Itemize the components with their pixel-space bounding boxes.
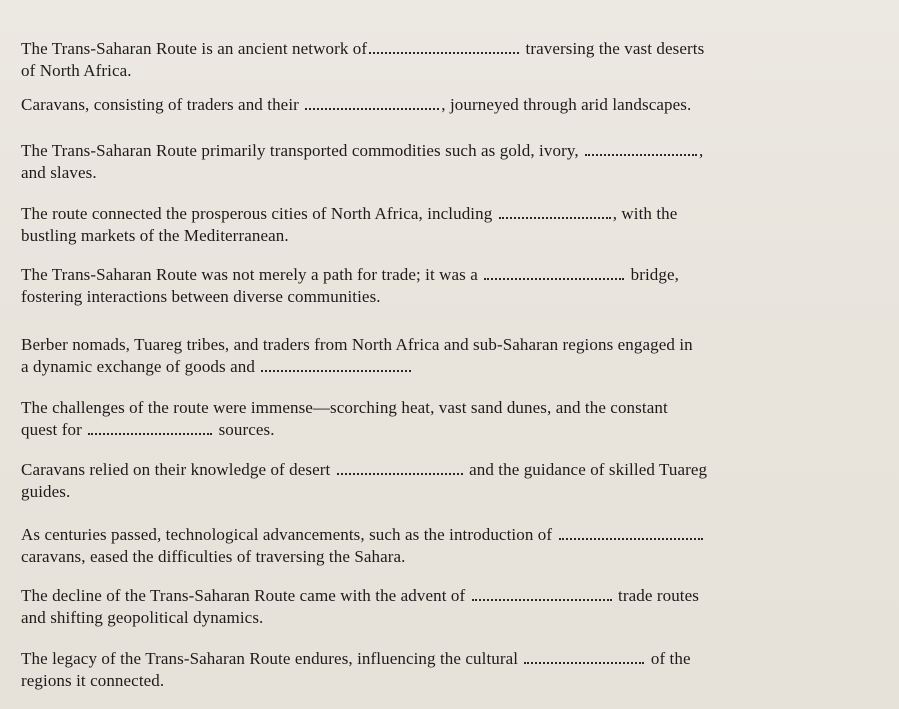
sentence-text: quest for [21, 420, 82, 439]
item-line: The challenges of the route were immense—scorching heat, vast sand dunes, and the constant [21, 398, 668, 417]
fill-in-item-7 [21, 397, 881, 441]
item-line: regions it connected. [21, 671, 165, 690]
item-line: bustling markets of the Mediterranean. [21, 226, 289, 245]
item-line: and shifting geopolitical dynamics. [21, 608, 264, 627]
item-line [21, 524, 881, 546]
item-line [21, 356, 881, 378]
item-line: Caravans, consisting of traders and their , journeyed through arid landscapes. [21, 95, 692, 114]
sentence-text: and the guidance of skilled Tuareg [469, 460, 708, 479]
fill-in-item-2 [21, 94, 881, 116]
sentence-text: sources. [218, 420, 275, 439]
answer-blank [484, 270, 624, 280]
item-line: guides. [21, 482, 71, 501]
sentence-text: Caravans relied on their knowledge of desert [21, 460, 331, 479]
item-line: and slaves. [21, 163, 97, 182]
sentence-text: a dynamic exchange of goods and [21, 357, 255, 376]
fill-in-item-1 [21, 38, 881, 82]
fill-in-item-9 [21, 524, 881, 568]
fill-in-item-10 [21, 585, 881, 629]
sentence-text: The decline of the Trans-Saharan Route came with the advent of [21, 586, 466, 605]
sentence-text: The Trans-Saharan Route was not merely a path for trade; it was a [21, 265, 478, 284]
item-line: fostering interactions between diverse communities. [21, 287, 381, 306]
sentence-text: The route connected the prosperous cities of North Africa, including [21, 204, 493, 223]
answer-blank [559, 530, 703, 540]
sentence-text: As centuries passed, technological advancements, such as the introduction of [21, 525, 553, 544]
fill-in-item-5 [21, 264, 881, 308]
sentence-text: trade routes [618, 586, 699, 605]
item-line [21, 459, 881, 481]
fill-in-item-6 [21, 334, 881, 378]
sentence-text: The Trans-Saharan Route is an ancient network of [21, 39, 368, 58]
answer-blank [88, 425, 212, 435]
fill-in-item-11 [21, 648, 881, 692]
item-line [21, 585, 881, 607]
item-line: The route connected the prosperous cities of North Africa, including , with the [21, 204, 678, 223]
answer-blank [305, 100, 439, 110]
sentence-text: The Trans-Saharan Route primarily transported commodities such as gold, ivory, [21, 141, 579, 160]
item-line: of North Africa. [21, 61, 132, 80]
answer-blank [585, 146, 697, 156]
item-line: caravans, eased the difficulties of traversing the Sahara. [21, 547, 406, 566]
sentence-text: journeyed through arid landscapes. [449, 95, 692, 114]
item-line [21, 38, 881, 60]
answer-blank [261, 362, 411, 372]
item-line: The Trans-Saharan Route primarily transported commodities such as gold, ivory, , [21, 141, 704, 160]
sentence-text: bridge, [630, 265, 679, 284]
answer-blank [472, 591, 612, 601]
item-line [21, 419, 881, 441]
sentence-text: traversing the vast deserts [525, 39, 705, 58]
sentence-text: The legacy of the Trans-Saharan Route endures, influencing the cultural [21, 649, 519, 668]
answer-blank [337, 465, 463, 475]
sentence-text: Caravans, consisting of traders and their [21, 95, 299, 114]
fill-in-item-4 [21, 203, 881, 247]
item-line: Berber nomads, Tuareg tribes, and traders from North Africa and sub-Saharan regions engaged in [21, 335, 693, 354]
item-line [21, 648, 881, 670]
sentence-text: of the [650, 649, 691, 668]
answer-blank [369, 44, 519, 54]
fill-in-item-8 [21, 459, 881, 503]
answer-blank [499, 209, 611, 219]
answer-blank [524, 654, 644, 664]
item-line [21, 264, 881, 286]
fill-in-item-3 [21, 140, 881, 184]
sentence-text: with the [621, 204, 678, 223]
